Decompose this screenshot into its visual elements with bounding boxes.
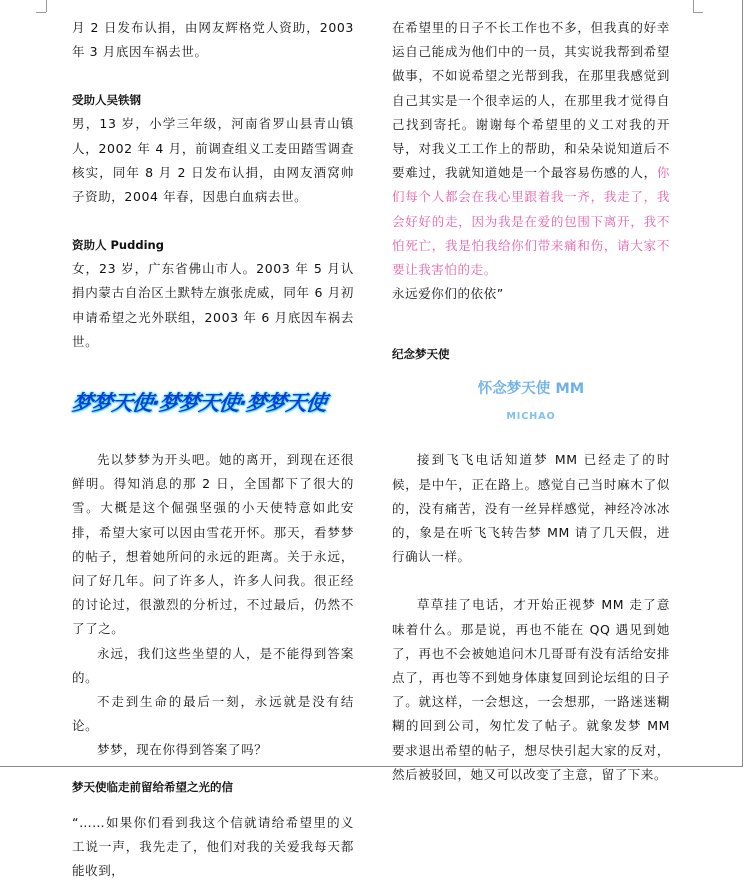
paragraph-letter-start: “……如果你们看到我这个信就请给希望里的义工说一声，我先走了，他们对我的关爱我每天都能收到， (72, 814, 354, 879)
memorial-author: MICHAO (506, 411, 556, 423)
banner-art-text: 梦梦天使·梦梦天使·梦梦天使 (70, 391, 328, 416)
paragraph-story-line3: 不走到生命的最后一刻，永远就是没有结论。 (72, 694, 354, 734)
heading-recipient-wu: 受助人吴铁钢 (72, 93, 141, 108)
paragraph-intro: 月 2 日发布认捐，由网友辉格党人资助，2003 年 3 月底因车祸去世。 (72, 20, 354, 60)
margin-corner-mark (36, 12, 46, 23)
paragraph-letter-continued (392, 16, 670, 282)
margin-corner-mark (46, 0, 57, 12)
heading-donor-pudding: 资助人 Pudding (72, 238, 164, 253)
letter-signature: 永远爱你们的依依” (392, 286, 504, 302)
paragraph-recipient-wu: 男，13 岁，小学三年级，河南省罗山县青山镇人，2002 年 4 月，前调查组义工麦田踏雪调查核实，同年 8 月 2 日发布认捐，由网友酒窝帅子资助，2004 年春，因患白血病去世。 (72, 116, 354, 205)
paragraph-story: 先以梦梦为开头吧。她的离开，到现在还很鲜明。得知消息的那 2 日，全国都下了很大的雪。大概是这个倔强坚强的小天使特意如此安排，希望大家可以因由雪花开怀。那天，看梦梦的帖子，想着她所问的永远的距离。关于永远，问了好几年。问了许多人，许多人问我。很正经的讨论过，很激烈的分析过，不过最后，仍然不了了之。 (72, 452, 354, 637)
margin-corner-mark (693, 12, 703, 23)
letter-text: 在希望里的日子不长工作也不多，但我真的好幸运自己能成为他们中的一员，其实说我帮到希望做事，不如说希望之光帮到我，在那里我感觉到自己其实是一个很幸运的人，在那里我才觉得自己找到寄托。谢谢每个希望里的义工对我的开导，对我义工工作上的帮助，和朵朵说知道后不要难过，我就知道她是一个最容易伤感的人， (392, 20, 670, 181)
paragraph-donor-pudding: 女，23 岁，广东省佛山市人。2003 年 5 月认捐内蒙古自治区土默特左旗张虎威，同年 6 月初申请希望之光外联组，2003 年 6 月底因车祸去世。 (72, 261, 354, 349)
paragraph-story-line4: 梦梦，现在你得到答案了吗？ (97, 742, 268, 758)
margin-corner-mark (693, 0, 704, 12)
right-column (392, 16, 670, 787)
memorial-title: 怀念梦天使 MM (477, 381, 585, 398)
paragraph-memorial-1: 接到飞飞电话知道梦 MM 已经走了的时候，是中午，正在路上。感觉自己当时麻木了似的，没有痛苦，没有一丝异样感觉，神经冷冰冰的，象是在听飞飞转告梦 MM 请了几天假，进行确认一样。 (392, 452, 670, 565)
paragraph-story-line2: 永远，我们这些坐望的人，是不能得到答案的。 (72, 645, 354, 685)
paragraph-memorial-2: 草草挂了电话，才开始正视梦 MM 走了意味着什么。那是说，再也不能在 QQ 遇见到她了，再也不会被她追问木几哥哥有没有活给安排点了，再也等不到她身体康复回到论坛组的日子了。就这样，一会想这，一会想那，一路迷迷糊糊的回到公司，匆忙发了帖子。就象发梦 MM 要求退出希望的帖子，想尽快引起大家的反对，然后被驳回，她又可以改变了主意，留了下来。 (392, 597, 670, 782)
heading-letter: 梦天使临走前留给希望之光的信 (72, 779, 233, 794)
left-column (72, 16, 354, 883)
letter-pink-text: 你们每个人都会在我心里跟着我一齐，我走了，我会好好的走，因为我是在爱的包围下离开，我不怕死亡，我是怕我给你们带来痛和伤，请大家不要让我害怕的走。 (392, 165, 670, 278)
heading-memorial: 纪念梦天使 (392, 347, 450, 362)
